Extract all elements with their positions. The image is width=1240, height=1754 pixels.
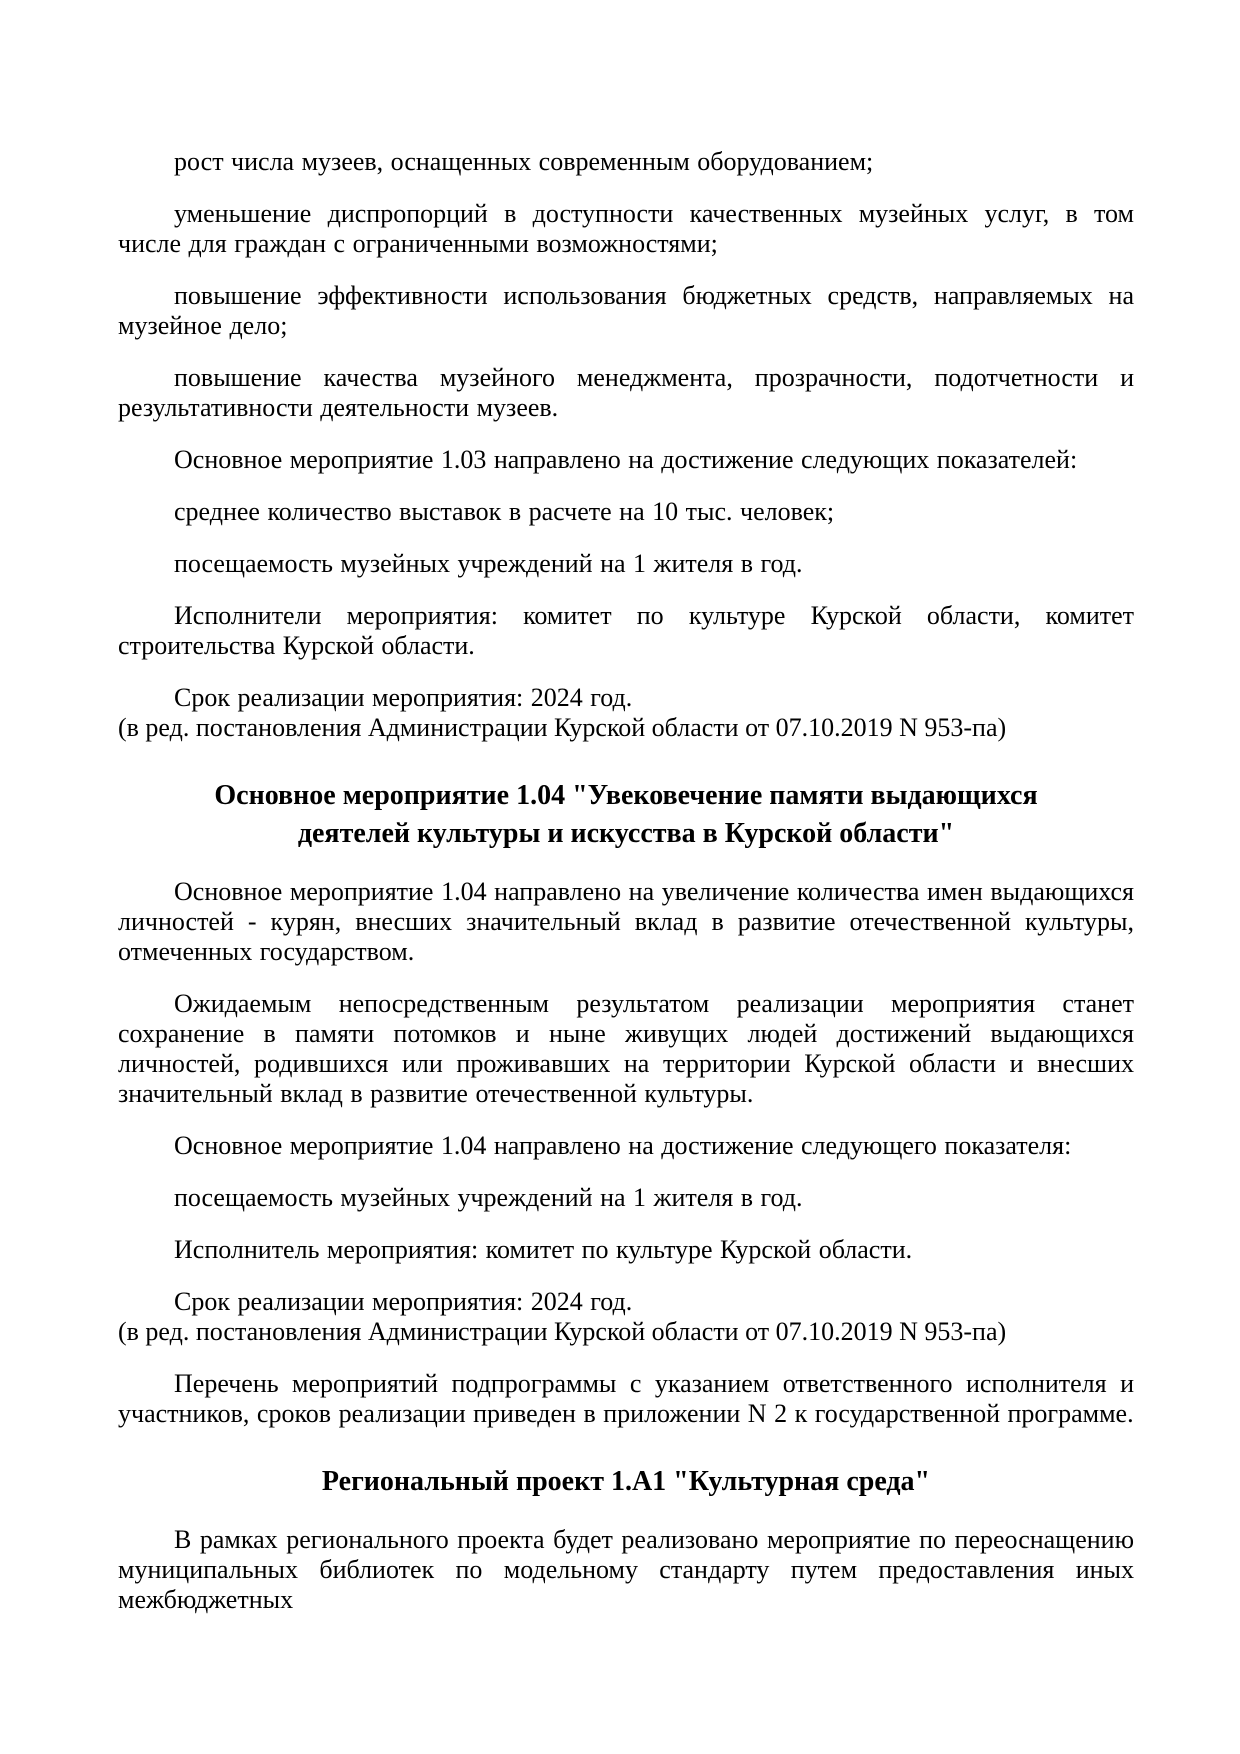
paragraph: повышение эффективности использования бюджетных средств, направляемых на музейное дело; bbox=[118, 281, 1134, 340]
paragraph: рост числа музеев, оснащенных современным оборудованием; bbox=[174, 147, 874, 176]
paragraph: Основное мероприятие 1.03 направлено на достижение следующих показателей: bbox=[174, 445, 1078, 474]
paragraph: Основное мероприятие 1.04 направлено на увеличение количества имен выдающихся личностей - курян, внесших значительный вклад в развитие отечественной культуры, отмеченных государством. bbox=[118, 877, 1134, 966]
paragraph: Срок реализации мероприятия: 2024 год. bbox=[174, 683, 633, 712]
paragraph: Ожидаемым непосредственным результатом реализации мероприятия станет сохранение в памяти потомков и ныне живущих людей достижений выдающихся личностей, родившихся или проживавших на территории Курской области и внесших значительный вклад в развитие отечественной культуры. bbox=[118, 989, 1134, 1108]
amendment-note: (в ред. постановления Администрации Курской области от 07.10.2019 N 953-па) bbox=[118, 1317, 1007, 1346]
paragraph: В рамках регионального проекта будет реализовано мероприятие по переоснащению муниципальных библиотек по модельному стандарту путем предоставления иных межбюджетных bbox=[118, 1525, 1134, 1614]
paragraph: посещаемость музейных учреждений на 1 жителя в год. bbox=[174, 1183, 803, 1212]
paragraph: среднее количество выставок в расчете на 10 тыс. человек; bbox=[174, 497, 835, 526]
paragraph: Основное мероприятие 1.04 направлено на достижение следующего показателя: bbox=[174, 1131, 1072, 1160]
section-heading: Региональный проект 1.А1 "Культурная среда" bbox=[321, 1466, 931, 1497]
paragraph: посещаемость музейных учреждений на 1 жителя в год. bbox=[174, 549, 803, 578]
paragraph: Исполнители мероприятия: комитет по культуре Курской области, комитет строительства Курской области. bbox=[118, 601, 1134, 660]
paragraph: Исполнитель мероприятия: комитет по культуре Курской области. bbox=[174, 1235, 913, 1264]
paragraph: уменьшение диспропорций в доступности качественных музейных услуг, в том числе для граждан с ограниченными возможностями; bbox=[118, 199, 1134, 258]
paragraph: повышение качества музейного менеджмента, прозрачности, подотчетности и результативности деятельности музеев. bbox=[118, 363, 1134, 422]
amendment-note: (в ред. постановления Администрации Курской области от 07.10.2019 N 953-па) bbox=[118, 713, 1007, 742]
paragraph: Срок реализации мероприятия: 2024 год. bbox=[174, 1287, 633, 1316]
section-heading: Основное мероприятие 1.04 "Увековечение памяти выдающихся деятелей культуры и искусства в Курской области" bbox=[214, 780, 1038, 849]
paragraph: Перечень мероприятий подпрограммы с указанием ответственного исполнителя и участников, сроков реализации приведен в приложении N 2 к государственной программе. bbox=[118, 1369, 1134, 1428]
